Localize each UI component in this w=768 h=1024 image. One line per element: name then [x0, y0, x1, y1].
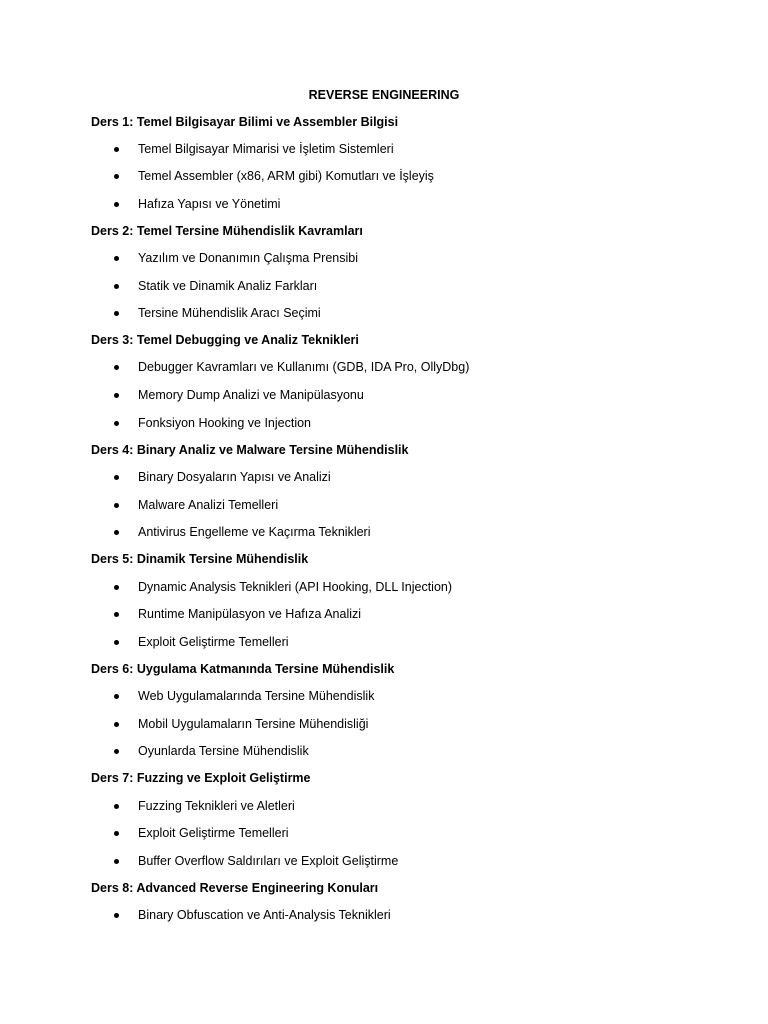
lesson-heading: Ders 3: Temel Debugging ve Analiz Teknikleri [91, 333, 359, 347]
document-title: REVERSE ENGINEERING [308, 88, 460, 102]
list-item [0, 386, 768, 404]
bullet-icon [114, 256, 119, 261]
lesson-heading: Ders 1: Temel Bilgisayar Bilimi ve Assembler Bilgisi [91, 115, 399, 129]
lesson-heading: Ders 4: Binary Analiz ve Malware Tersine Mühendislik [91, 443, 409, 457]
bullet-icon [114, 722, 119, 727]
bullet-icon [114, 913, 119, 918]
bullet-icon [114, 147, 119, 152]
list-item [0, 715, 768, 733]
lesson-heading: Ders 8: Advanced Reverse Engineering Konuları [91, 881, 379, 895]
list-item [0, 605, 768, 623]
bullet-icon [114, 530, 119, 535]
topic-label: Binary Dosyaların Yapısı ve Analizi [138, 470, 331, 484]
bullet-icon [114, 831, 119, 836]
list-item [0, 140, 768, 158]
topic-label: Antivirus Engelleme ve Kaçırma Teknikleri [138, 525, 371, 539]
bullet-icon [114, 804, 119, 809]
bullet-icon [114, 174, 119, 179]
bullet-icon [114, 749, 119, 754]
list-item [0, 742, 768, 760]
list-item [0, 414, 768, 432]
list-item [0, 906, 768, 924]
list-item [0, 824, 768, 842]
list-item [0, 167, 768, 185]
bullet-icon [114, 612, 119, 617]
list-item [0, 304, 768, 322]
bullet-icon [114, 859, 119, 864]
topic-label: Fonksiyon Hooking ve Injection [138, 416, 312, 430]
bullet-icon [114, 585, 119, 590]
topic-label: Yazılım ve Donanımın Çalışma Prensibi [138, 251, 358, 265]
list-item [0, 249, 768, 267]
lesson-heading: Ders 5: Dinamik Tersine Mühendislik [91, 552, 309, 566]
bullet-icon [114, 311, 119, 316]
topic-label: Exploit Geliştirme Temelleri [138, 826, 289, 840]
bullet-icon [114, 421, 119, 426]
bullet-icon [114, 202, 119, 207]
topic-label: Hafıza Yapısı ve Yönetimi [138, 197, 281, 211]
topic-label: Temel Bilgisayar Mimarisi ve İşletim Sistemleri [138, 142, 394, 156]
topic-label: Exploit Geliştirme Temelleri [138, 635, 289, 649]
list-item [0, 468, 768, 486]
topic-label: Buffer Overflow Saldırıları ve Exploit Geliştirme [138, 854, 399, 868]
list-item [0, 195, 768, 213]
list-item [0, 496, 768, 514]
lesson-heading: Ders 6: Uygulama Katmanında Tersine Mühendislik [91, 662, 395, 676]
topic-label: Fuzzing Teknikleri ve Aletleri [138, 799, 295, 813]
bullet-icon [114, 640, 119, 645]
topic-label: Temel Assembler (x86, ARM gibi) Komutları ve İşleyiş [138, 169, 434, 183]
topic-label: Binary Obfuscation ve Anti-Analysis Teknikleri [138, 908, 391, 922]
list-item [0, 578, 768, 596]
list-item [0, 358, 768, 376]
list-item [0, 687, 768, 705]
list-item [0, 277, 768, 295]
lesson-heading: Ders 2: Temel Tersine Mühendislik Kavramları [91, 224, 363, 238]
topic-label: Oyunlarda Tersine Mühendislik [138, 744, 309, 758]
topic-label: Dynamic Analysis Teknikleri (API Hooking, DLL Injection) [138, 580, 453, 594]
topic-label: Runtime Manipülasyon ve Hafıza Analizi [138, 607, 362, 621]
topic-label: Malware Analizi Temelleri [138, 498, 279, 512]
topic-label: Mobil Uygulamaların Tersine Mühendisliği [138, 717, 369, 731]
topic-label: Memory Dump Analizi ve Manipülasyonu [138, 388, 364, 402]
bullet-icon [114, 503, 119, 508]
topic-label: Web Uygulamalarında Tersine Mühendislik [138, 689, 375, 703]
list-item [0, 633, 768, 651]
lesson-heading: Ders 7: Fuzzing ve Exploit Geliştirme [91, 771, 311, 785]
bullet-icon [114, 475, 119, 480]
topic-label: Tersine Mühendislik Aracı Seçimi [138, 306, 321, 320]
list-item [0, 523, 768, 541]
list-item [0, 797, 768, 815]
topic-label: Statik ve Dinamik Analiz Farkları [138, 279, 318, 293]
list-item [0, 852, 768, 870]
topic-label: Debugger Kavramları ve Kullanımı (GDB, IDA Pro, OllyDbg) [138, 360, 470, 374]
bullet-icon [114, 365, 119, 370]
bullet-icon [114, 393, 119, 398]
bullet-icon [114, 284, 119, 289]
bullet-icon [114, 694, 119, 699]
